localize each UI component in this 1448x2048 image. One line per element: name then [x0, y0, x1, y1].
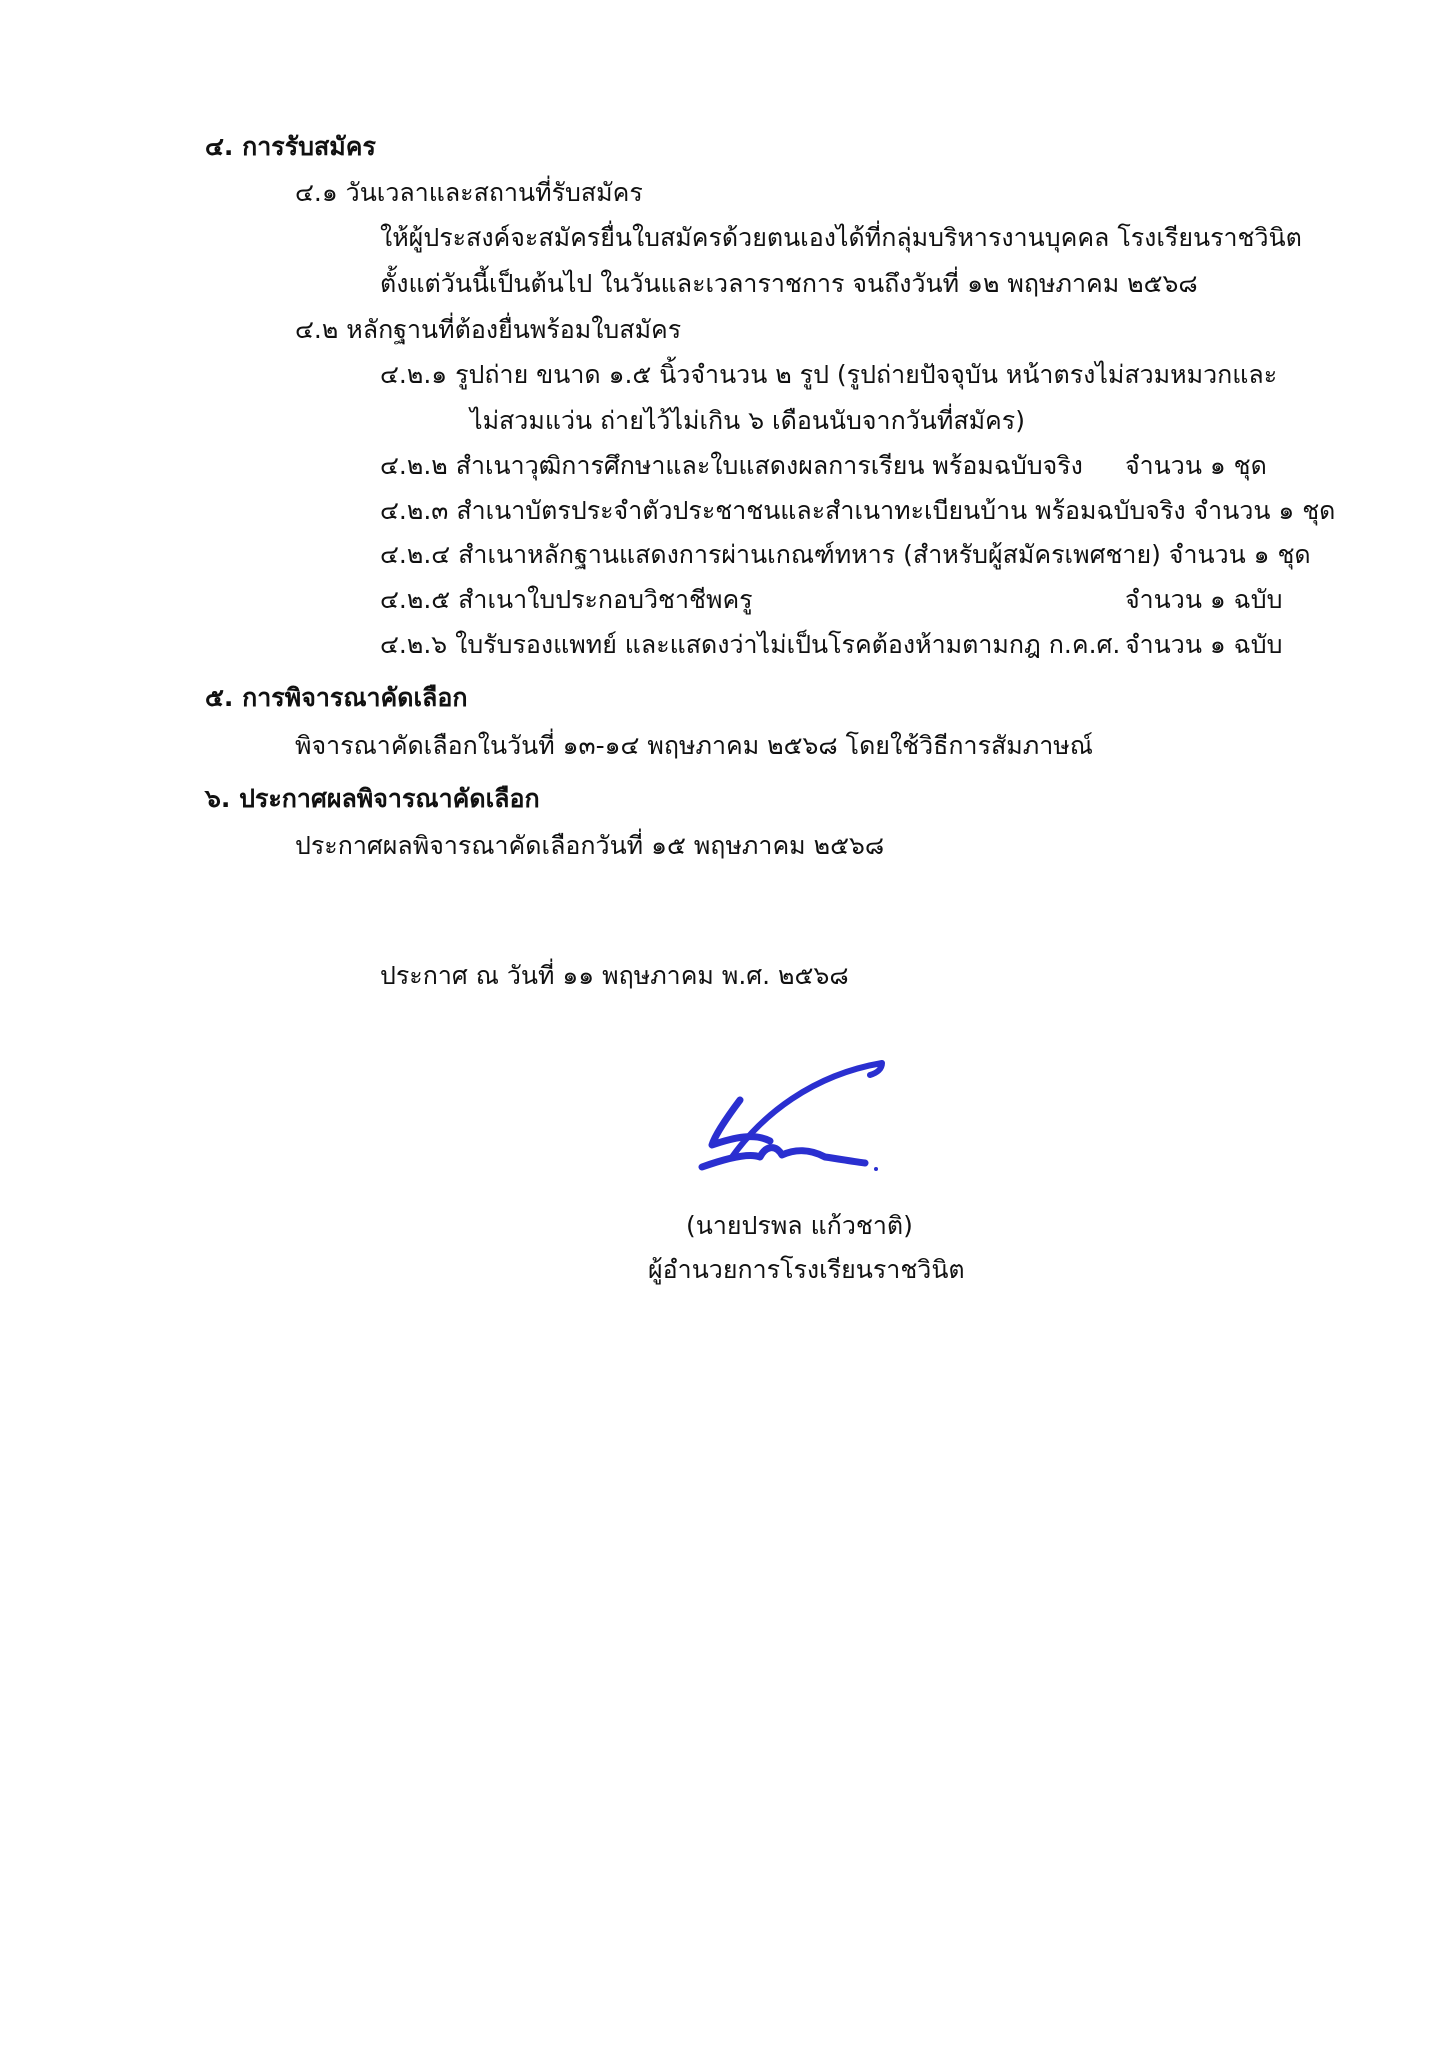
signer-name: (นายปรพล แก้วชาติ)	[686, 1211, 913, 1240]
doc-item-4: ๔.๒.๔ สำเนาหลักฐานแสดงการผ่านเกณฑ์ทหาร (สำหรับผู้สมัครเพศชาย) จำนวน ๑ ชุด	[380, 540, 1311, 569]
announcement-date: ประกาศ ณ วันที่ ๑๑ พฤษภาคม พ.ศ. ๒๕๖๘	[380, 961, 849, 990]
doc-item-1-continued: ไม่สวมแว่น ถ่ายไว้ไม่เกิน ๖ เดือนนับจากวันที่สมัคร)	[470, 406, 1025, 435]
doc-item-5-qty: จำนวน ๑ ฉบับ	[1125, 585, 1283, 614]
section-5-heading: ๕. การพิจารณาคัดเลือก	[205, 683, 468, 712]
section-4-heading: ๔. การรับสมัคร	[205, 132, 376, 161]
doc-item-6-qty: จำนวน ๑ ฉบับ	[1125, 630, 1283, 659]
doc-item-5: ๔.๒.๕ สำเนาใบประกอบวิชาชีพครู	[380, 585, 753, 614]
section-4-1-title: ๔.๑ วันเวลาและสถานที่รับสมัคร	[295, 178, 643, 207]
section-4-2-title: ๔.๒ หลักฐานที่ต้องยื่นพร้อมใบสมัคร	[295, 315, 682, 344]
doc-item-6: ๔.๒.๖ ใบรับรองแพทย์ และแสดงว่าไม่เป็นโรคต้องห้ามตามกฎ ก.ค.ศ.	[380, 630, 1121, 659]
section-6-heading: ๖. ประกาศผลพิจารณาคัดเลือก	[205, 784, 540, 813]
doc-item-2: ๔.๒.๒ สำเนาวุฒิการศึกษาและใบแสดงผลการเรียน พร้อมฉบับจริง	[380, 451, 1083, 480]
section-4-1-line-1: ให้ผู้ประสงค์จะสมัครยื่นใบสมัครด้วยตนเองได้ที่กลุ่มบริหารงานบุคคล โรงเรียนราชวินิต	[380, 223, 1302, 252]
signer-position: ผู้อำนวยการโรงเรียนราชวินิต	[648, 1255, 965, 1284]
doc-item-3: ๔.๒.๓ สำเนาบัตรประจำตัวประชาชนและสำเนาทะเบียนบ้าน พร้อมฉบับจริง จำนวน ๑ ชุด	[380, 496, 1336, 525]
section-6-body: ประกาศผลพิจารณาคัดเลือกวันที่ ๑๕ พฤษภาคม ๒๕๖๘	[295, 831, 885, 860]
doc-item-1: ๔.๒.๑ รูปถ่าย ขนาด ๑.๕ นิ้วจำนวน ๒ รูป (รูปถ่ายปัจจุบัน หน้าตรงไม่สวมหมวกและ	[380, 360, 1278, 389]
signature-image	[690, 1045, 890, 1185]
section-4-1-line-2: ตั้งแต่วันนี้เป็นต้นไป ในวันและเวลาราชการ จนถึงวันที่ ๑๒ พฤษภาคม ๒๕๖๘	[380, 269, 1198, 298]
doc-item-2-qty: จำนวน ๑ ชุด	[1125, 451, 1267, 480]
section-5-body: พิจารณาคัดเลือกในวันที่ ๑๓-๑๔ พฤษภาคม ๒๕๖๘ โดยใช้วิธีการสัมภาษณ์	[295, 731, 1093, 760]
